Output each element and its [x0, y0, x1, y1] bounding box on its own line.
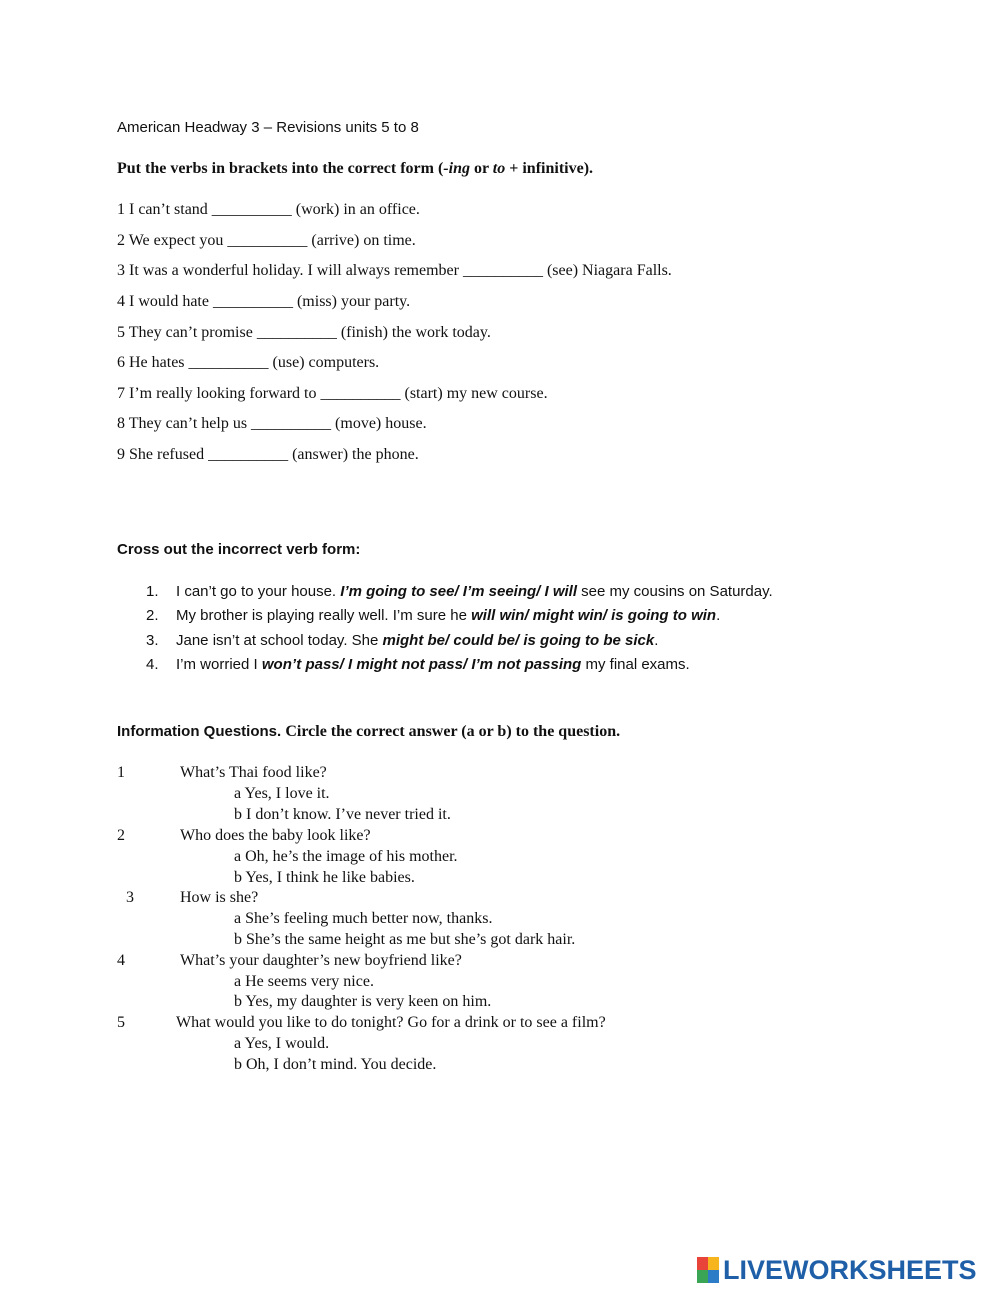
verb-options[interactable]: will win/ might win/ is going to win [471, 607, 717, 624]
exercise1-item: 5 They can’t promise __________ (finish) the work today. [117, 324, 491, 341]
exercise1-item: 1 I can’t stand __________ (work) in an office. [117, 201, 420, 218]
instruction-text-start: Put the verbs in brackets into the correct form ( [117, 160, 444, 177]
answer-option-a[interactable]: a He seems very nice. [234, 973, 374, 990]
answer-option-a[interactable]: a Yes, I would. [234, 1035, 330, 1052]
exercise1-item: 2 We expect you __________ (arrive) on time. [117, 232, 416, 249]
item-text: I’m worried I [176, 656, 262, 673]
question-text: What’s your daughter’s new boyfriend like? [180, 952, 462, 969]
item-text: my final exams. [581, 656, 690, 673]
verb-options[interactable]: won’t pass/ I might not pass/ I’m not passing [261, 656, 582, 673]
answer-option-b[interactable]: b Yes, my daughter is very keen on him. [234, 993, 492, 1010]
question-number: 4 [117, 952, 125, 969]
answer-option-b[interactable]: b I don’t know. I’ve never tried it. [234, 806, 451, 823]
exercise2-item [176, 632, 658, 649]
liveworksheets-logo [697, 1256, 977, 1284]
instruction-ing: -ing [443, 160, 470, 177]
verb-options[interactable]: might be/ could be/ is going to be sick [382, 632, 655, 649]
question-number: 2 [117, 827, 125, 844]
liveworksheets-logo-icon [697, 1257, 719, 1283]
item-text: see my cousins on Saturday. [577, 583, 773, 600]
section3-title-part1: Information Questions. [117, 723, 286, 740]
list-number: 1. [146, 583, 159, 600]
instruction-or: or [469, 160, 493, 177]
exercise1-item: 8 They can’t help us __________ (move) house. [117, 415, 427, 432]
question-text: What’s Thai food like? [180, 764, 327, 781]
question-number: 5 [117, 1014, 125, 1031]
answer-option-a[interactable]: a Yes, I love it. [234, 785, 330, 802]
section2-title: Cross out the incorrect verb form: [117, 541, 361, 558]
answer-option-a[interactable]: a She’s feeling much better now, thanks. [234, 910, 493, 927]
item-text: My brother is playing really well. I’m sure he [176, 607, 472, 624]
item-text: . [654, 632, 659, 649]
exercise1-item: 7 I’m really looking forward to __________ (start) my new course. [117, 385, 548, 402]
answer-option-b[interactable]: b She’s the same height as me but she’s got dark hair. [234, 931, 576, 948]
question-number: 1 [117, 764, 125, 781]
document-title: American Headway 3 – Revisions units 5 to 8 [117, 119, 419, 136]
list-number: 2. [146, 607, 159, 624]
section3-title [117, 723, 620, 741]
liveworksheets-logo-text: LIVEWORKSHEETS [723, 1254, 977, 1285]
answer-option-b[interactable]: b Oh, I don’t mind. You decide. [234, 1056, 437, 1073]
section3-title-part2: Circle the correct answer (a or b) to the question. [285, 723, 621, 740]
answer-option-a[interactable]: a Oh, he’s the image of his mother. [234, 848, 458, 865]
exercise1-item: 4 I would hate __________ (miss) your party. [117, 293, 411, 310]
exercise1-item: 9 She refused __________ (answer) the phone. [117, 446, 419, 463]
exercise1-item: 6 He hates __________ (use) computers. [117, 354, 380, 371]
exercise2-item [176, 656, 690, 673]
instruction-to: to [492, 160, 506, 177]
answer-option-b[interactable]: b Yes, I think he like babies. [234, 869, 415, 886]
question-text: Who does the baby look like? [180, 827, 371, 844]
question-number: 3 [126, 889, 134, 906]
exercise1-item: 3 It was a wonderful holiday. I will always remember __________ (see) Niagara Falls. [117, 262, 672, 279]
list-number: 4. [146, 656, 159, 673]
instruction-text-end: + infinitive). [505, 160, 594, 177]
exercise2-item [176, 583, 773, 600]
item-text: . [716, 607, 721, 624]
question-text: How is she? [180, 889, 259, 906]
question-text: What would you like to do tonight? Go for a drink or to see a film? [176, 1014, 606, 1031]
exercise2-item [176, 607, 720, 624]
item-text: I can’t go to your house. [176, 583, 341, 600]
item-text: Jane isn’t at school today. She [176, 632, 383, 649]
section1-instruction [117, 160, 593, 178]
list-number: 3. [146, 632, 159, 649]
verb-options[interactable]: I’m going to see/ I’m seeing/ I will [340, 583, 577, 600]
